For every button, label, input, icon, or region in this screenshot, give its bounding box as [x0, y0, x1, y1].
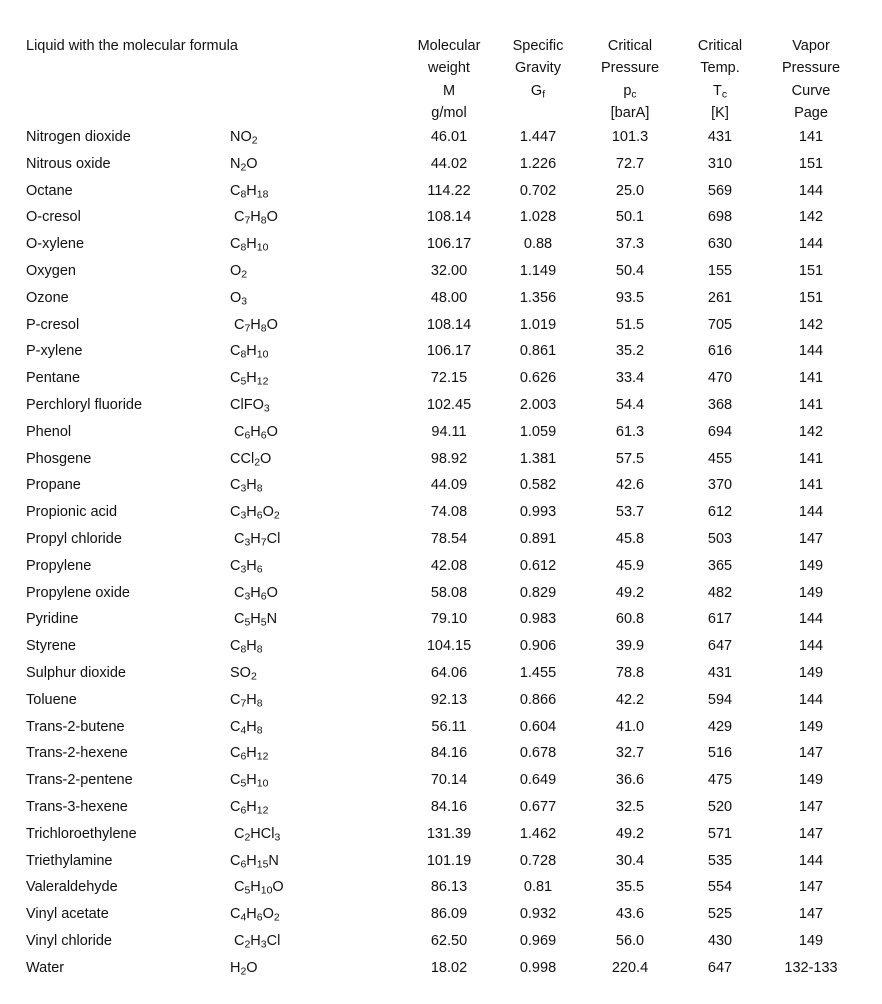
molecular-weight: 46.01	[430, 129, 468, 145]
header-critical-pressure	[590, 35, 670, 124]
molecular-weight: 32.00	[430, 262, 468, 279]
vapor-curve-page: 151	[798, 289, 824, 306]
critical-temperature: 365	[707, 557, 733, 574]
header-cp-unit: [barA]	[610, 104, 650, 121]
table-row	[0, 285, 882, 312]
liquid-name: Propyl chloride	[26, 530, 122, 547]
critical-pressure: 49.2	[615, 584, 645, 601]
vapor-curve-page: 141	[798, 129, 824, 145]
molecular-formula: CCl$_2$O	[230, 450, 272, 469]
specific-gravity: 0.866	[519, 691, 557, 708]
molecular-weight: 48.00	[430, 289, 468, 306]
header-mw-unit: g/mol	[431, 104, 467, 121]
molecular-weight: 72.15	[430, 370, 468, 387]
molecular-formula: $C_8H_{18}$	[230, 182, 269, 201]
vapor-curve-page: 144	[798, 504, 824, 521]
critical-pressure: 49.2	[615, 825, 645, 842]
molecular-weight: 94.11	[431, 423, 467, 440]
molecular-formula: $C_3H_6$	[230, 557, 263, 576]
critical-temperature: 431	[707, 129, 733, 145]
header-liquid	[26, 35, 238, 57]
table-row	[0, 151, 882, 178]
liquid-name: Nitrous oxide	[26, 155, 111, 172]
table-row	[0, 419, 882, 446]
critical-pressure: 61.3	[615, 423, 645, 440]
critical-temperature: 616	[707, 343, 733, 360]
specific-gravity: 1.019	[519, 316, 557, 333]
molecular-weight: 86.09	[430, 906, 468, 923]
molecular-weight: 44.09	[430, 477, 468, 494]
vapor-curve-page: 149	[798, 664, 824, 681]
table-row	[0, 338, 882, 365]
molecular-formula: $C_8H_8$	[230, 638, 263, 656]
molecular-weight: 108.14	[426, 316, 472, 333]
critical-pressure: 41.0	[615, 718, 645, 735]
critical-temperature: 368	[707, 396, 733, 413]
molecular-formula: $C_2HCl_3$	[234, 825, 281, 844]
vapor-curve-page: 144	[798, 343, 824, 360]
specific-gravity: 1.028	[519, 209, 557, 226]
vapor-curve-page: 144	[798, 611, 824, 628]
table-row	[0, 446, 882, 473]
vapor-curve-page: 144	[798, 691, 824, 708]
molecular-weight: 102.45	[426, 396, 472, 413]
header-vp-line4: Page	[794, 104, 828, 121]
molecular-weight: 104.15	[426, 638, 472, 655]
header-molecular-weight	[408, 35, 490, 124]
table-row	[0, 553, 882, 580]
molecular-weight: 64.06	[430, 664, 468, 681]
molecular-weight: 42.08	[430, 557, 468, 574]
critical-pressure: 42.2	[615, 691, 645, 708]
table-row	[0, 740, 882, 767]
critical-temperature: 647	[707, 638, 733, 655]
table-row	[0, 472, 882, 499]
vapor-curve-page: 144	[798, 236, 824, 253]
header-mw-line1: Molecular	[417, 38, 481, 54]
header-vp-line3: Curve	[791, 82, 831, 99]
specific-gravity: 0.678	[519, 745, 557, 762]
vapor-curve-page: 147	[798, 906, 824, 923]
specific-gravity: 0.861	[519, 343, 557, 360]
critical-pressure: 43.6	[615, 906, 645, 923]
molecular-formula: $C_6H_6O$	[234, 423, 278, 442]
liquid-name: Propylene	[26, 557, 92, 574]
specific-gravity: 0.626	[519, 370, 557, 387]
specific-gravity: 0.88	[523, 236, 553, 253]
vapor-curve-page: 144	[798, 182, 824, 199]
critical-temperature: 370	[707, 477, 733, 494]
critical-temperature: 520	[707, 798, 733, 815]
table-row	[0, 848, 882, 875]
table-row	[0, 231, 882, 258]
molecular-formula: $H_2O$	[230, 959, 258, 978]
molecular-weight: 86.13	[430, 879, 468, 896]
critical-temperature: 470	[707, 370, 733, 387]
critical-pressure: 56.0	[615, 932, 645, 949]
liquid-name: Trans-2-hexene	[26, 745, 128, 762]
critical-temperature: 431	[707, 664, 733, 681]
liquid-name: Nitrogen dioxide	[26, 129, 131, 145]
vapor-curve-page: 147	[798, 530, 824, 547]
molecular-formula: $C_7H_8$	[230, 691, 263, 710]
table-row	[0, 794, 882, 821]
table-row	[0, 767, 882, 794]
molecular-formula: $O_2$	[230, 262, 248, 281]
molecular-formula: $C_2H_3Cl$	[234, 932, 281, 951]
vapor-curve-page: 147	[798, 825, 824, 842]
critical-pressure: 35.5	[615, 879, 645, 896]
liquid-name: Phenol	[26, 423, 72, 440]
table-row	[0, 928, 882, 955]
table-row	[0, 499, 882, 526]
critical-temperature: 554	[707, 879, 733, 896]
header-specific-gravity	[498, 35, 578, 102]
critical-temperature: 698	[707, 209, 733, 226]
critical-pressure: 60.8	[615, 611, 645, 628]
specific-gravity: 0.677	[519, 798, 557, 815]
molecular-formula: $C_5H_{10}$	[230, 772, 269, 790]
vapor-curve-page: 149	[798, 584, 824, 601]
header-ct-unit: [K]	[711, 104, 729, 121]
vapor-curve-page: 141	[798, 370, 824, 387]
critical-temperature: 430	[707, 932, 733, 949]
molecular-formula: $C_3H_6O_2$	[230, 504, 280, 522]
vapor-curve-page: 142	[798, 423, 824, 440]
molecular-formula: $N_2O$	[230, 155, 258, 174]
specific-gravity: 1.356	[519, 289, 557, 306]
vapor-curve-page: 151	[798, 155, 824, 172]
critical-pressure: 53.7	[615, 504, 645, 521]
specific-gravity: 0.829	[519, 584, 557, 601]
header-cp-line1: Critical	[607, 38, 653, 54]
critical-pressure: 39.9	[615, 638, 645, 655]
header-critical-temp	[680, 35, 760, 124]
header-sg-line1: Specific	[512, 38, 564, 54]
critical-pressure: 30.4	[615, 852, 645, 869]
header-vapor-pressure	[770, 35, 852, 124]
header-liquid-label: Liquid with the molecular formula	[26, 38, 238, 54]
specific-gravity: 1.149	[519, 262, 557, 279]
vapor-curve-page: 141	[798, 396, 824, 413]
critical-pressure: 45.9	[615, 557, 645, 574]
molecular-formula: $C_4H_8$	[230, 718, 263, 737]
specific-gravity: 1.455	[519, 664, 557, 681]
header-ct-line2: Temp.	[700, 60, 740, 77]
vapor-curve-page: 147	[798, 745, 824, 762]
critical-temperature: 535	[707, 852, 733, 869]
critical-temperature: 475	[707, 772, 733, 789]
vapor-curve-page: 142	[798, 209, 824, 226]
liquid-name: Trans-3-hexene	[26, 798, 128, 815]
specific-gravity: 1.059	[519, 423, 557, 440]
critical-pressure: 72.7	[615, 155, 645, 172]
molecular-weight: 108.14	[426, 209, 472, 226]
liquid-name: Propylene oxide	[26, 584, 130, 601]
critical-pressure: 42.6	[615, 477, 645, 494]
critical-temperature: 612	[707, 504, 733, 521]
specific-gravity: 0.582	[519, 477, 557, 494]
header-sg-symbol: $G_f$	[530, 82, 546, 101]
specific-gravity: 0.998	[519, 959, 557, 976]
molecular-weight: 106.17	[426, 236, 472, 253]
vapor-curve-page: 144	[798, 638, 824, 655]
molecular-formula: $C_5H_{12}$	[230, 370, 269, 388]
liquid-name: P-xylene	[26, 343, 83, 360]
specific-gravity: 0.728	[519, 852, 557, 869]
specific-gravity: 0.81	[523, 879, 553, 896]
table-row	[0, 178, 882, 205]
critical-pressure: 36.6	[615, 772, 645, 789]
specific-gravity: 1.381	[519, 450, 557, 467]
header-mw-symbol: M	[442, 82, 456, 99]
liquid-name: Sulphur dioxide	[26, 664, 126, 681]
vapor-curve-page: 149	[798, 772, 824, 789]
table-row	[0, 392, 882, 419]
header-vp-line1: Vapor	[792, 38, 830, 54]
molecular-formula: $C_8H_{10}$	[230, 236, 269, 254]
liquid-name: Water	[26, 959, 65, 976]
critical-temperature: 261	[707, 289, 733, 306]
critical-temperature: 594	[707, 691, 733, 708]
specific-gravity: 0.983	[519, 611, 557, 628]
header-cp-line2: Pressure	[600, 60, 660, 77]
critical-pressure: 78.8	[615, 664, 645, 681]
specific-gravity: 2.003	[519, 396, 557, 413]
critical-pressure: 25.0	[615, 182, 645, 199]
table-row	[0, 955, 882, 982]
table-row	[0, 901, 882, 928]
liquid-name: P-cresol	[26, 316, 80, 333]
molecular-weight: 84.16	[430, 798, 468, 815]
molecular-formula: $C_6H_{15}N$	[230, 852, 279, 871]
vapor-curve-page: 151	[798, 262, 824, 279]
table-row	[0, 526, 882, 553]
molecular-weight: 101.19	[426, 852, 472, 869]
critical-temperature: 705	[707, 316, 733, 333]
specific-gravity: 1.462	[519, 825, 557, 842]
molecular-formula: $C_5H_5N$	[234, 611, 278, 629]
molecular-weight: 92.13	[430, 691, 468, 708]
liquid-name: Propane	[26, 477, 81, 494]
liquid-name: Styrene	[26, 638, 76, 655]
critical-pressure: 51.5	[615, 316, 645, 333]
vapor-curve-page: 147	[798, 798, 824, 815]
critical-temperature: 617	[707, 611, 733, 628]
liquid-name: Ozone	[26, 289, 69, 306]
table-row	[0, 874, 882, 901]
critical-pressure: 50.1	[615, 209, 645, 226]
critical-temperature: 516	[707, 745, 733, 762]
critical-temperature: 571	[707, 825, 733, 842]
header-ct-symbol: $T_c$	[712, 82, 728, 101]
molecular-formula: $C_4H_6O_2$	[230, 906, 280, 924]
vapor-curve-page: 149	[798, 557, 824, 574]
molecular-weight: 78.54	[430, 530, 468, 547]
table-row	[0, 606, 882, 633]
table-row	[0, 204, 882, 231]
specific-gravity: 0.612	[519, 557, 557, 574]
specific-gravity: 0.906	[519, 638, 557, 655]
molecular-weight: 44.02	[430, 155, 468, 172]
specific-gravity: 0.604	[519, 718, 557, 735]
critical-pressure: 33.4	[615, 370, 645, 387]
molecular-weight: 106.17	[426, 343, 472, 360]
molecular-formula: $NO_2$	[230, 129, 258, 147]
critical-temperature: 155	[707, 262, 733, 279]
critical-temperature: 429	[707, 718, 733, 735]
molecular-weight: 98.92	[430, 450, 468, 467]
liquid-name: Triethylamine	[26, 852, 113, 869]
specific-gravity: 0.969	[519, 932, 557, 949]
table-row	[0, 714, 882, 741]
header-mw-line2: weight	[428, 60, 470, 77]
critical-temperature: 455	[707, 450, 733, 467]
table-row	[0, 633, 882, 660]
liquid-name: Trans-2-pentene	[26, 772, 133, 789]
molecular-formula: $C_3H_8$	[230, 477, 263, 495]
critical-pressure: 35.2	[615, 343, 645, 360]
critical-temperature: 482	[707, 584, 733, 601]
critical-temperature: 630	[707, 236, 733, 253]
liquid-name: Valeraldehyde	[26, 879, 118, 896]
molecular-weight: 58.08	[430, 584, 468, 601]
vapor-curve-page: 141	[798, 477, 824, 494]
liquid-name: Trans-2-butene	[26, 718, 125, 735]
liquid-name: Toluene	[26, 691, 77, 708]
vapor-curve-page: 147	[798, 879, 824, 896]
header-cp-symbol: $p_c$	[623, 82, 637, 101]
specific-gravity: 0.993	[519, 504, 557, 521]
critical-pressure: 220.4	[611, 959, 649, 976]
critical-temperature: 569	[707, 182, 733, 199]
liquid-name: Phosgene	[26, 450, 92, 467]
critical-temperature: 310	[707, 155, 733, 172]
vapor-curve-page: 149	[798, 932, 824, 949]
specific-gravity: 0.649	[519, 772, 557, 789]
specific-gravity: 1.447	[519, 129, 557, 145]
specific-gravity: 1.226	[519, 155, 557, 172]
critical-pressure: 57.5	[615, 450, 645, 467]
table-row	[0, 124, 882, 151]
molecular-weight: 56.11	[431, 718, 467, 735]
molecular-weight: 114.22	[427, 182, 471, 199]
molecular-formula: $C_6H_{12}$	[230, 798, 269, 817]
table-body	[0, 124, 882, 982]
critical-pressure: 32.5	[615, 798, 645, 815]
vapor-curve-page: 141	[798, 450, 824, 467]
table-row	[0, 687, 882, 714]
molecular-formula: $C_5H_{10}O$	[234, 879, 284, 897]
vapor-curve-page: 132-133	[784, 959, 838, 976]
molecular-weight: 62.50	[430, 932, 468, 949]
vapor-curve-page: 149	[798, 718, 824, 735]
liquid-name: Vinyl chloride	[26, 932, 112, 949]
molecular-formula: $C_7H_8O$	[234, 209, 278, 227]
critical-temperature: 694	[707, 423, 733, 440]
molecular-formula: $O_3$	[230, 289, 248, 308]
specific-gravity: 0.702	[519, 182, 557, 199]
liquid-name: Pyridine	[26, 611, 79, 628]
liquid-name: Pentane	[26, 370, 81, 387]
molecular-weight: 79.10	[430, 611, 468, 628]
critical-pressure: 37.3	[615, 236, 645, 253]
table-row	[0, 312, 882, 339]
molecular-formula: $SO_2$	[230, 664, 257, 683]
critical-pressure: 50.4	[615, 262, 645, 279]
vapor-curve-page: 142	[798, 316, 824, 333]
table-row	[0, 258, 882, 285]
specific-gravity: 0.932	[519, 906, 557, 923]
liquid-name: Vinyl acetate	[26, 906, 109, 923]
molecular-weight: 131.39	[426, 825, 472, 842]
header-ct-line1: Critical	[697, 38, 743, 54]
critical-pressure: 93.5	[615, 289, 645, 306]
liquid-name: Trichloroethylene	[26, 825, 137, 842]
molecular-weight: 84.16	[430, 745, 468, 762]
molecular-formula: $C_3H_7Cl$	[234, 530, 281, 549]
molecular-weight: 74.08	[430, 504, 468, 521]
header-vp-line2: Pressure	[781, 60, 841, 77]
liquid-name: Octane	[26, 182, 73, 199]
critical-temperature: 503	[707, 530, 733, 547]
liquid-name: Oxygen	[26, 262, 76, 279]
table-row	[0, 580, 882, 607]
molecular-formula: $C_3H_6O$	[234, 584, 278, 603]
molecular-weight: 70.14	[430, 772, 468, 789]
table-row	[0, 660, 882, 687]
header-sg-line2: Gravity	[515, 60, 561, 77]
critical-pressure: 101.3	[611, 129, 649, 145]
molecular-formula: $C_7H_8O$	[234, 316, 278, 335]
liquid-name: Propionic acid	[26, 504, 118, 521]
molecular-weight: 18.02	[430, 959, 468, 976]
vapor-curve-page: 144	[798, 852, 824, 869]
critical-pressure: 45.8	[615, 530, 645, 547]
liquid-name: Perchloryl fluoride	[26, 396, 143, 413]
critical-pressure: 54.4	[615, 396, 645, 413]
table-row	[0, 365, 882, 392]
critical-temperature: 525	[707, 906, 733, 923]
molecular-formula: $C_8H_{10}$	[230, 343, 269, 361]
critical-pressure: 32.7	[615, 745, 645, 762]
liquid-name: O-xylene	[26, 236, 85, 253]
table-row	[0, 821, 882, 848]
molecular-formula: $C_6H_{12}$	[230, 745, 269, 763]
molecular-formula: ClFO$_3$	[230, 396, 270, 415]
liquid-name: O-cresol	[26, 209, 81, 226]
specific-gravity: 0.891	[519, 530, 557, 547]
critical-temperature: 647	[707, 959, 733, 976]
